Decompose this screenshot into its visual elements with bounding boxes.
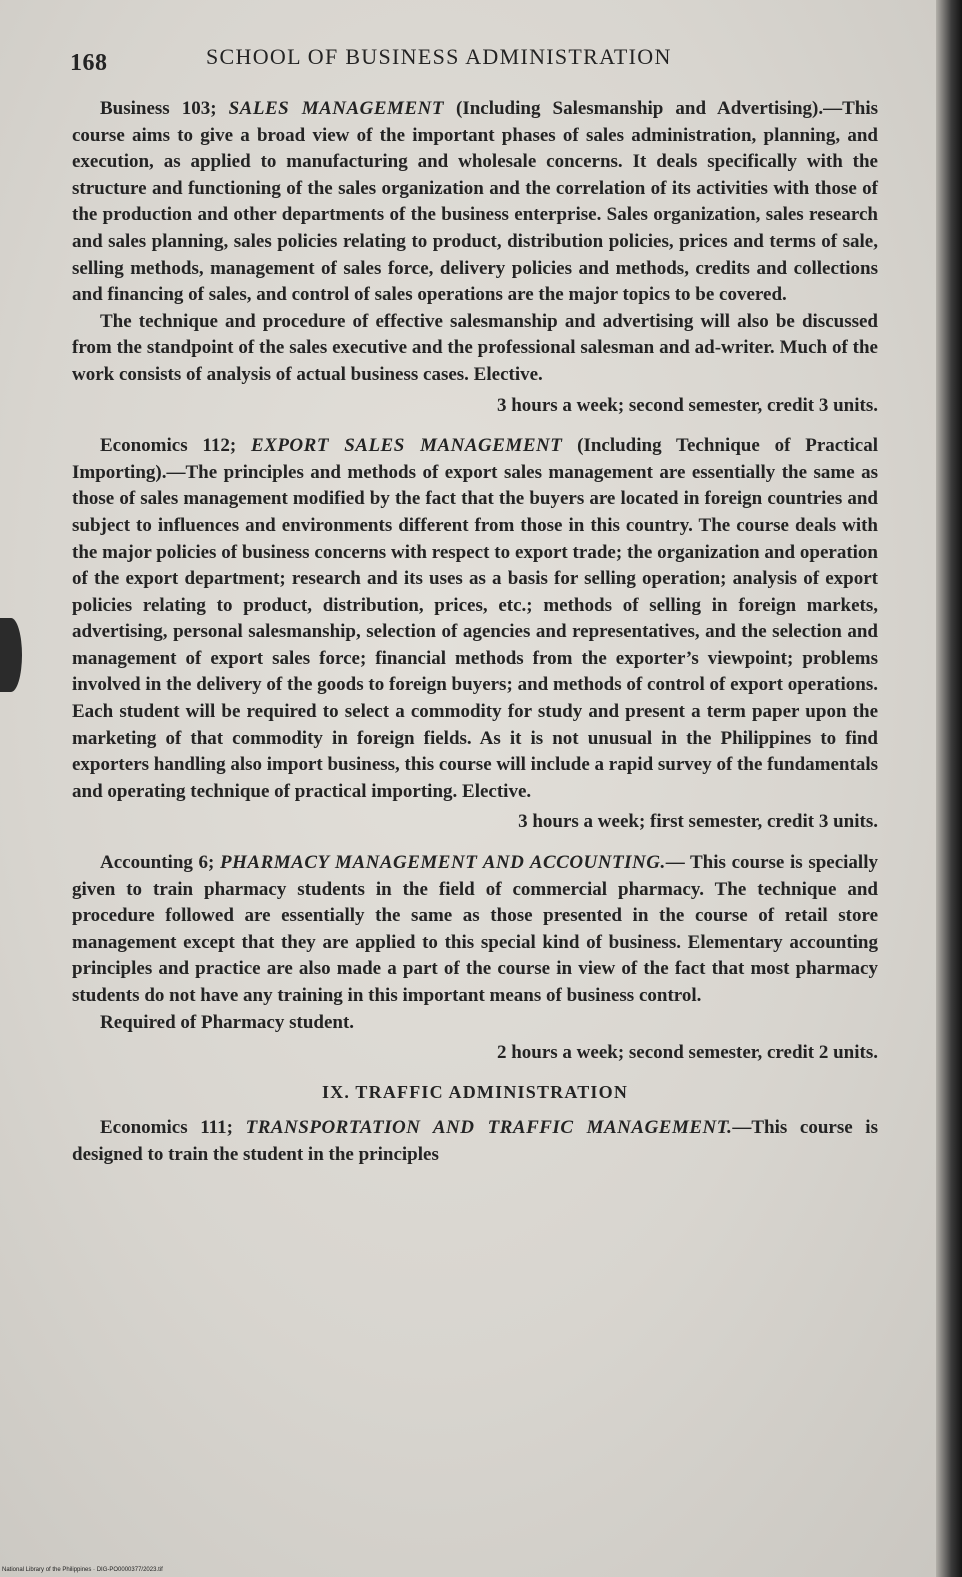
- course-entry-business-103: [72, 96, 878, 309]
- scan-credit: National Library of the Philippines · DIG-PO0000377/2023.tif: [2, 1567, 163, 1573]
- page-header: [70, 40, 880, 80]
- course-hours: 3 hours a week; first semester, credit 3 units.: [518, 811, 878, 833]
- course-description: — This course is specially given to train pharmacy students in the field of commercial pharmacy. The technique and procedure followed are essentially the same as those presented in the course of retail store management except that they are applied to this special kind of business. Elementary accounting principles and practice are also made a part of the course in view of the fact that most pharmacy students do not have any training in this important means of business control.: [72, 852, 878, 1006]
- course-title: PHARMACY MANAGEMENT AND ACCOUNTING.: [220, 852, 666, 874]
- course-hours: 3 hours a week; second semester, credit 3 units.: [496, 394, 878, 416]
- course-description: (Including Technique of Practical Importing).—The principles and methods of export sales management are essentially the same as those of sales management modified by the fact that the buyers are located in foreign countries and subject to influences and environments different from those in this country. The course deals with the major policies of business concerns with respect to export trade; the organization and operation of the export department; research and its uses as a basis for selling operation; analysis of export policies relating to product, distribution, prices, etc.; methods of selling in foreign markets, advertising, personal salesmanship, selection of agencies and representatives, and the selection and management of export sales force; financial methods from the exporter’s viewpoint; problems involved in the delivery of the goods to foreign buyers; and methods of control of export operations. Each student will be required to select a commodity for study and present a term paper upon the marketing of that commodity in foreign fields. As it is not unusual in the Philippines to find exporters handling also import business, this course will include a rapid survey of the fundamentals and operating technique of practical importing. Elective.: [72, 435, 878, 802]
- course-entry-economics-112: [72, 433, 878, 805]
- course-paragraph: The technique and procedure of effective salesmanship and advertising will also be discussed from the standpoint of the sales executive and the professional salesman and ad-writer. Much of the work consists of analysis of actual business cases. Elective.: [72, 310, 878, 385]
- course-description: (Including Salesmanship and Advertising).—This course aims to give a broad view of the important phases of sales administration, planning, and execution, as applied to manufacturing and wholesale concerns. It deals specifically with the structure and functioning of the sales organization and the correlation of its activities with those of the production and other departments of the business enterprise. Sales organization, sales research and sales planning, sales policies relating to product, distribution policies, prices and terms of sale, selling methods, management of sales force, delivery policies and methods, credits and collections and financing of sales, and control of sales operations are the major topics to be covered.: [72, 98, 879, 306]
- page-number: 168: [70, 50, 108, 76]
- course-code: Economics 111;: [100, 1117, 246, 1139]
- course-description: —This course is designed to train the student in the principles: [72, 1117, 878, 1165]
- course-hours: 2 hours a week; second semester, credit 2 units.: [496, 1042, 878, 1064]
- course-title: TRANSPORTATION AND TRAFFIC MANAGEMENT.: [245, 1117, 733, 1139]
- section-heading: IX. TRAFFIC ADMINISTRATION: [321, 1081, 629, 1102]
- binding-clip-mark: [0, 618, 22, 692]
- course-code: Accounting 6;: [100, 852, 221, 874]
- course-code: Economics 112;: [100, 435, 251, 457]
- course-code: Business 103;: [100, 98, 229, 119]
- course-title: SALES MANAGEMENT: [228, 98, 444, 119]
- book-spine-shadow: [936, 0, 962, 1577]
- course-entry-accounting-6: [72, 850, 878, 1010]
- course-title: EXPORT SALES MANAGEMENT: [250, 435, 563, 457]
- running-head: SCHOOL OF BUSINESS ADMINISTRATION: [206, 44, 672, 69]
- course-requirement: Required of Pharmacy student.: [100, 1011, 355, 1033]
- course-entry-economics-111: [72, 1115, 878, 1168]
- page-body: [72, 96, 878, 1169]
